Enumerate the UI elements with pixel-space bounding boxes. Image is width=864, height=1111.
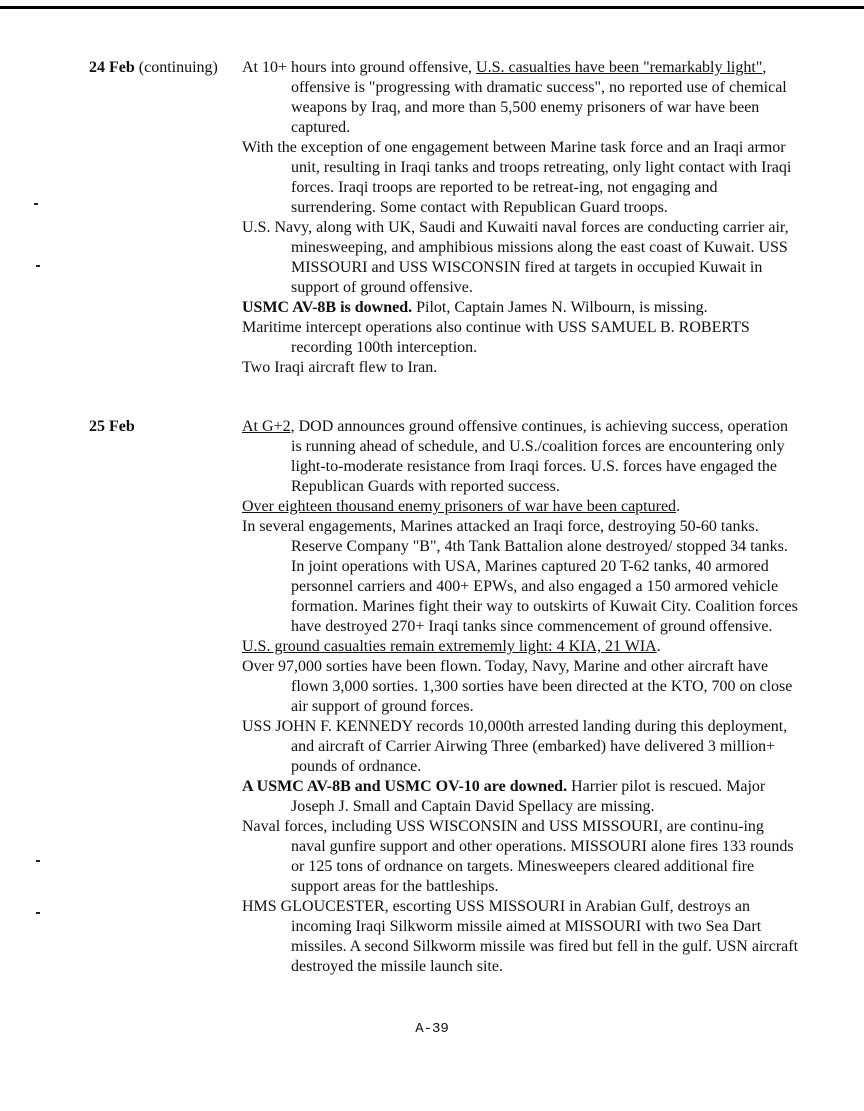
- bold-text: A USMC AV-8B and USMC OV-10 are downed.: [242, 778, 568, 795]
- chronology-entry: [242, 657, 802, 717]
- entry-text: In several engagements, Marines attacked an Iraqi force, destroying 50-60 tanks. Reserve Company "B", 4th Tank Battalion alone destroyed/ stopped 34 tanks. In joint operations with USA, Marines captured 20 T-62 tanks, 40 armored personnel carriers and 400+ EPWs, and also engaged a 150 armored vehicle formation. Marines fight their way to outskirts of Kuwait City. Coalition forces have destroyed 270+ Iraqi tanks since commencement of ground offensive.: [242, 518, 798, 635]
- chronology-entry: [242, 218, 802, 298]
- entry-text: , DOD announces ground offensive continues, is achieving success, operation is running ahead of schedule, and U.S./coalition forces are encountering only light-to-moderate resistance from Iraqi forces. U.S. forces have engaged the Republican Guards with reported success.: [290, 418, 788, 495]
- chronology-entry: [242, 138, 802, 218]
- scan-speck: [36, 265, 40, 267]
- date-label-24-feb: 24 Feb (continuing): [89, 59, 218, 76]
- entry-text: .: [676, 498, 681, 515]
- underlined-text: Over eighteen thousand enemy prisoners of war have been captured: [242, 498, 677, 515]
- entry-text: At 10+ hours into ground offensive,: [242, 59, 477, 76]
- chronology-entry: [242, 897, 802, 977]
- entry-text: Pilot, Captain James N. Wilbourn, is missing.: [412, 299, 708, 316]
- entry-text: Over 97,000 sorties have been flown. Today, Navy, Marine and other aircraft have flown 3,000 sorties. 1,300 sorties have been directed at the KTO, 700 on close air support of ground forces.: [242, 658, 793, 715]
- page-number: A-39: [415, 1021, 449, 1037]
- underlined-text: At G+2: [242, 418, 291, 435]
- chronology-entry: [242, 417, 802, 497]
- date-label-25-feb: 25 Feb: [89, 418, 135, 435]
- entry-text: , offensive is "progressing with dramatic success", no reported use of chemical weapons by Iraq, and more than 5,500 enemy prisoners of war have been captured.: [291, 59, 787, 136]
- scan-speck: [34, 203, 38, 205]
- underlined-text: U.S. ground casualties remain extrememly light: 4 KIA, 21 WIA: [242, 638, 657, 655]
- chronology-entry: [242, 497, 802, 517]
- entries-24-feb: [242, 58, 802, 378]
- entry-text: USS JOHN F. KENNEDY records 10,000th arrested landing during this deployment, and aircraft of Carrier Airwing Three (embarked) have delivered 3 million+ pounds of ordnance.: [242, 718, 788, 775]
- chronology-entry: [242, 318, 802, 358]
- entry-text: With the exception of one engagement between Marine task force and an Iraqi armor unit, resulting in Iraqi tanks and troops retreating, only light contact with Iraqi forces. Iraqi troops are reported to be retreat-ing, not engaging and surrendering. Some contact with Republican Guard troops.: [242, 139, 792, 216]
- entry-text: Naval forces, including USS WISCONSIN and USS MISSOURI, are continu-ing naval gunfire support and other operations. MISSOURI alone fires 133 rounds or 125 tons of ordnance on targets. Minesweepers cleared additional fire support areas for the battleships.: [242, 818, 794, 895]
- chronology-entry: [242, 58, 802, 138]
- entry-text: Maritime intercept operations also continue with USS SAMUEL B. ROBERTS recording 100th interception.: [242, 319, 750, 356]
- chronology-entry: [242, 358, 802, 378]
- underlined-text: U.S. casualties have been "remarkably light": [476, 59, 763, 76]
- chronology-entry: [242, 298, 802, 318]
- entry-text: U.S. Navy, along with UK, Saudi and Kuwaiti naval forces are conducting carrier air, minesweeping, and amphibious missions along the east coast of Kuwait. USS MISSOURI and USS WISCONSIN fired at targets in occupied Kuwait in support of ground offensive.: [242, 219, 789, 296]
- top-rule: [0, 6, 864, 9]
- entries-25-feb: [242, 417, 802, 977]
- chronology-entry: [242, 777, 802, 817]
- scan-speck: [36, 860, 40, 862]
- entry-text: HMS GLOUCESTER, escorting USS MISSOURI in Arabian Gulf, destroys an incoming Iraqi Silkworm missile aimed at MISSOURI with two Sea Dart missiles. A second Silkworm missile was fired but fell in the gulf. USN aircraft destroyed the missile launch site.: [242, 898, 799, 975]
- bold-text: USMC AV-8B is downed.: [242, 299, 413, 316]
- entry-text: Two Iraqi aircraft flew to Iran.: [242, 359, 438, 376]
- scan-speck: [36, 912, 40, 914]
- entry-text: .: [656, 638, 661, 655]
- entry-text: Harrier pilot is rescued. Major Joseph J. Small and Captain David Spellacy are missing.: [291, 778, 766, 815]
- chronology-entry: [242, 517, 802, 637]
- chronology-entry: [242, 717, 802, 777]
- chronology-entry: [242, 637, 802, 657]
- chronology-entry: [242, 817, 802, 897]
